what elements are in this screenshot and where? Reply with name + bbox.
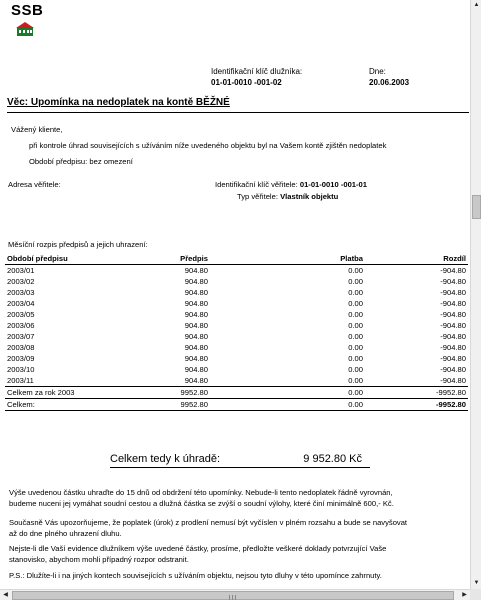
payment-table bbox=[5, 254, 468, 411]
cell-payment: 0.00 bbox=[348, 364, 363, 374]
table-row bbox=[5, 364, 468, 375]
cell-prescription: 904.80 bbox=[184, 375, 208, 385]
cell-payment: 0.00 bbox=[348, 265, 363, 275]
cell-prescription: 9952.80 bbox=[155, 386, 210, 398]
cell-prescription: 904.80 bbox=[184, 320, 208, 330]
creditor-type-row bbox=[237, 192, 338, 201]
scroll-thumb-grip bbox=[232, 595, 233, 600]
cell-prescription: 904.80 bbox=[184, 331, 208, 341]
amount-due-label: Celkem tedy k úhradě: bbox=[110, 453, 221, 465]
paragraph-line: až do dne plného uhrazení dluhu. bbox=[9, 528, 122, 538]
creditor-type-value: Vlastník objektu bbox=[280, 192, 339, 201]
creditor-id-row bbox=[215, 180, 367, 189]
cell-payment: 0.00 bbox=[348, 298, 363, 308]
cell-difference: -904.80 bbox=[440, 320, 466, 330]
cell-period: 2003/08 bbox=[7, 342, 35, 352]
cell-period: 2003/03 bbox=[7, 287, 35, 297]
cell-difference: -904.80 bbox=[440, 287, 466, 297]
date-value: 20.06.2003 bbox=[369, 78, 410, 87]
cell-period: 2003/09 bbox=[7, 353, 35, 363]
cell-payment: 0.00 bbox=[348, 276, 363, 286]
cell-period: 2003/11 bbox=[7, 375, 34, 385]
cell-payment: 0.00 bbox=[348, 309, 363, 319]
scroll-left-arrow-icon[interactable]: ◀ bbox=[3, 592, 8, 598]
grand-total-row bbox=[5, 398, 468, 410]
cell-prescription: 9952.80 bbox=[155, 398, 210, 410]
cell-period: 2003/05 bbox=[7, 309, 35, 319]
cell-payment: 0.00 bbox=[210, 386, 365, 398]
creditor-type-label: Typ věřitele: bbox=[237, 192, 278, 201]
cell-prescription: 904.80 bbox=[184, 265, 208, 275]
period-text: Období předpisu: bez omezení bbox=[29, 157, 133, 166]
cell-difference: -9952.80 bbox=[365, 398, 468, 410]
cell-difference: -904.80 bbox=[440, 298, 466, 308]
cell-payment: 0.00 bbox=[348, 331, 363, 341]
scroll-right-arrow-icon[interactable]: ▶ bbox=[462, 592, 467, 598]
table-row bbox=[5, 309, 468, 320]
debtor-id-label: Identifikační klíč dlužníka: bbox=[211, 67, 303, 76]
cell-difference: -904.80 bbox=[440, 375, 466, 385]
paragraph-line: budeme nuceni jej vymáhat soudní cestou a dlužná částka se zvýší o soudní výlohy, které činí minimálně 600,- Kč. bbox=[9, 498, 394, 508]
paragraph-ps: P.S.: Dlužíte-li i na jiných kontech souvisejících s užíváním objektu, nejsou tyto dluhy v této upomínce zahrnuty. bbox=[9, 571, 382, 580]
cell-period: 2003/04 bbox=[7, 298, 35, 308]
cell-payment: 0.00 bbox=[348, 375, 363, 385]
divider bbox=[7, 112, 469, 113]
date-block bbox=[369, 67, 409, 87]
cell-difference: -904.80 bbox=[440, 276, 466, 286]
paragraph-payment-deadline bbox=[9, 488, 464, 509]
debtor-id-block bbox=[211, 67, 302, 87]
paragraph-dispute bbox=[9, 544, 464, 565]
cell-prescription: 904.80 bbox=[184, 364, 208, 374]
cell-period: 2003/01 bbox=[7, 265, 35, 275]
amount-due-value: 9 952.80 Kč bbox=[303, 453, 362, 465]
cell-difference: -904.80 bbox=[440, 353, 466, 363]
cell-prescription: 904.80 bbox=[184, 309, 208, 319]
cell-period: Celkem: bbox=[5, 398, 155, 410]
cell-period: 2003/06 bbox=[7, 320, 35, 330]
table-row bbox=[5, 264, 468, 276]
col-header-period: Období předpisu bbox=[5, 254, 155, 264]
cell-payment: 0.00 bbox=[348, 353, 363, 363]
table-caption: Měsíční rozpis předpisů a jejich uhrazení: bbox=[8, 240, 148, 249]
table-row bbox=[5, 287, 468, 298]
scroll-up-arrow-icon[interactable]: ▲ bbox=[473, 2, 480, 8]
paragraph-line: Nejste-li dle Vaší evidence dlužníkem výše uvedené částky, prosíme, předložte veškeré doklady potvrzující Vaše bbox=[9, 544, 387, 553]
table-row bbox=[5, 331, 468, 342]
creditor-address-label: Adresa věřitele: bbox=[8, 180, 61, 189]
table-row bbox=[5, 342, 468, 353]
cell-difference: -904.80 bbox=[440, 331, 466, 341]
amount-due bbox=[110, 453, 370, 468]
cell-payment: 0.00 bbox=[348, 287, 363, 297]
greeting: Vážený kliente, bbox=[11, 125, 63, 134]
cell-payment: 0.00 bbox=[348, 320, 363, 330]
cell-period: 2003/02 bbox=[7, 276, 35, 286]
paragraph-line: Výše uvedenou částku uhraďte do 15 dnů od obdržení této upomínky. Nebude-li tento nedoplatek řádně vyrovnán, bbox=[9, 488, 393, 497]
horizontal-scroll-thumb[interactable] bbox=[12, 591, 454, 600]
paragraph-line: Současně Vás upozorňujeme, že poplatek (úrok) z prodlení nemusí být vyčíslen v plném rozsahu a bude se navyšovat bbox=[9, 518, 408, 527]
cell-payment: 0.00 bbox=[210, 398, 365, 410]
cell-payment: 0.00 bbox=[348, 342, 363, 352]
horizontal-scrollbar[interactable] bbox=[0, 589, 470, 600]
paragraph-interest-notice bbox=[9, 518, 464, 539]
creditor-id-value: 01-01-0010 -001-01 bbox=[299, 180, 367, 189]
cell-period: Celkem za rok 2003 bbox=[5, 386, 155, 398]
vertical-scroll-thumb[interactable] bbox=[472, 195, 481, 219]
cell-prescription: 904.80 bbox=[184, 298, 208, 308]
col-header-difference: Rozdíl bbox=[365, 254, 468, 264]
debtor-id-value: 01-01-0010 -001-02 bbox=[211, 78, 282, 87]
cell-difference: -904.80 bbox=[440, 265, 466, 275]
scroll-thumb-grip bbox=[229, 595, 230, 600]
logo-text: SSB bbox=[11, 2, 44, 19]
vertical-scrollbar[interactable] bbox=[470, 0, 481, 589]
table-row bbox=[5, 320, 468, 331]
creditor-id-label: Identifikační klíč věřitele: bbox=[215, 180, 298, 189]
cell-difference: -904.80 bbox=[440, 364, 466, 374]
col-header-prescription: Předpis bbox=[155, 254, 210, 264]
subject-line: Věc: Upomínka na nedoplatek na kontě BĚŽNÉ bbox=[7, 97, 230, 108]
cell-difference: -9952.80 bbox=[365, 386, 468, 398]
table-row bbox=[5, 276, 468, 287]
cell-prescription: 904.80 bbox=[184, 342, 208, 352]
cell-prescription: 904.80 bbox=[184, 287, 208, 297]
cell-period: 2003/07 bbox=[7, 331, 35, 341]
year-total-row bbox=[5, 386, 468, 398]
house-icon bbox=[16, 22, 34, 36]
intro-text: při kontrole úhrad souvisejících s užíváním níže uvedeného objektu byl na Vašem kontě zjištěn nedoplatek bbox=[29, 141, 387, 150]
date-label: Dne: bbox=[369, 67, 386, 76]
col-header-payment: Platba bbox=[210, 254, 365, 264]
cell-prescription: 904.80 bbox=[184, 276, 208, 286]
table-row bbox=[5, 298, 468, 309]
scroll-down-arrow-icon[interactable]: ▼ bbox=[473, 580, 480, 586]
cell-difference: -904.80 bbox=[440, 342, 466, 352]
paragraph-line: stanovisko, abychom mohli případný rozpor odstranit. bbox=[9, 554, 189, 564]
table-header-row bbox=[5, 254, 468, 264]
cell-period: 2003/10 bbox=[7, 364, 35, 374]
table-row bbox=[5, 375, 468, 387]
cell-prescription: 904.80 bbox=[184, 353, 208, 363]
cell-difference: -904.80 bbox=[440, 309, 466, 319]
scroll-thumb-grip bbox=[235, 595, 236, 600]
scrollbar-corner bbox=[470, 589, 481, 600]
table-row bbox=[5, 353, 468, 364]
